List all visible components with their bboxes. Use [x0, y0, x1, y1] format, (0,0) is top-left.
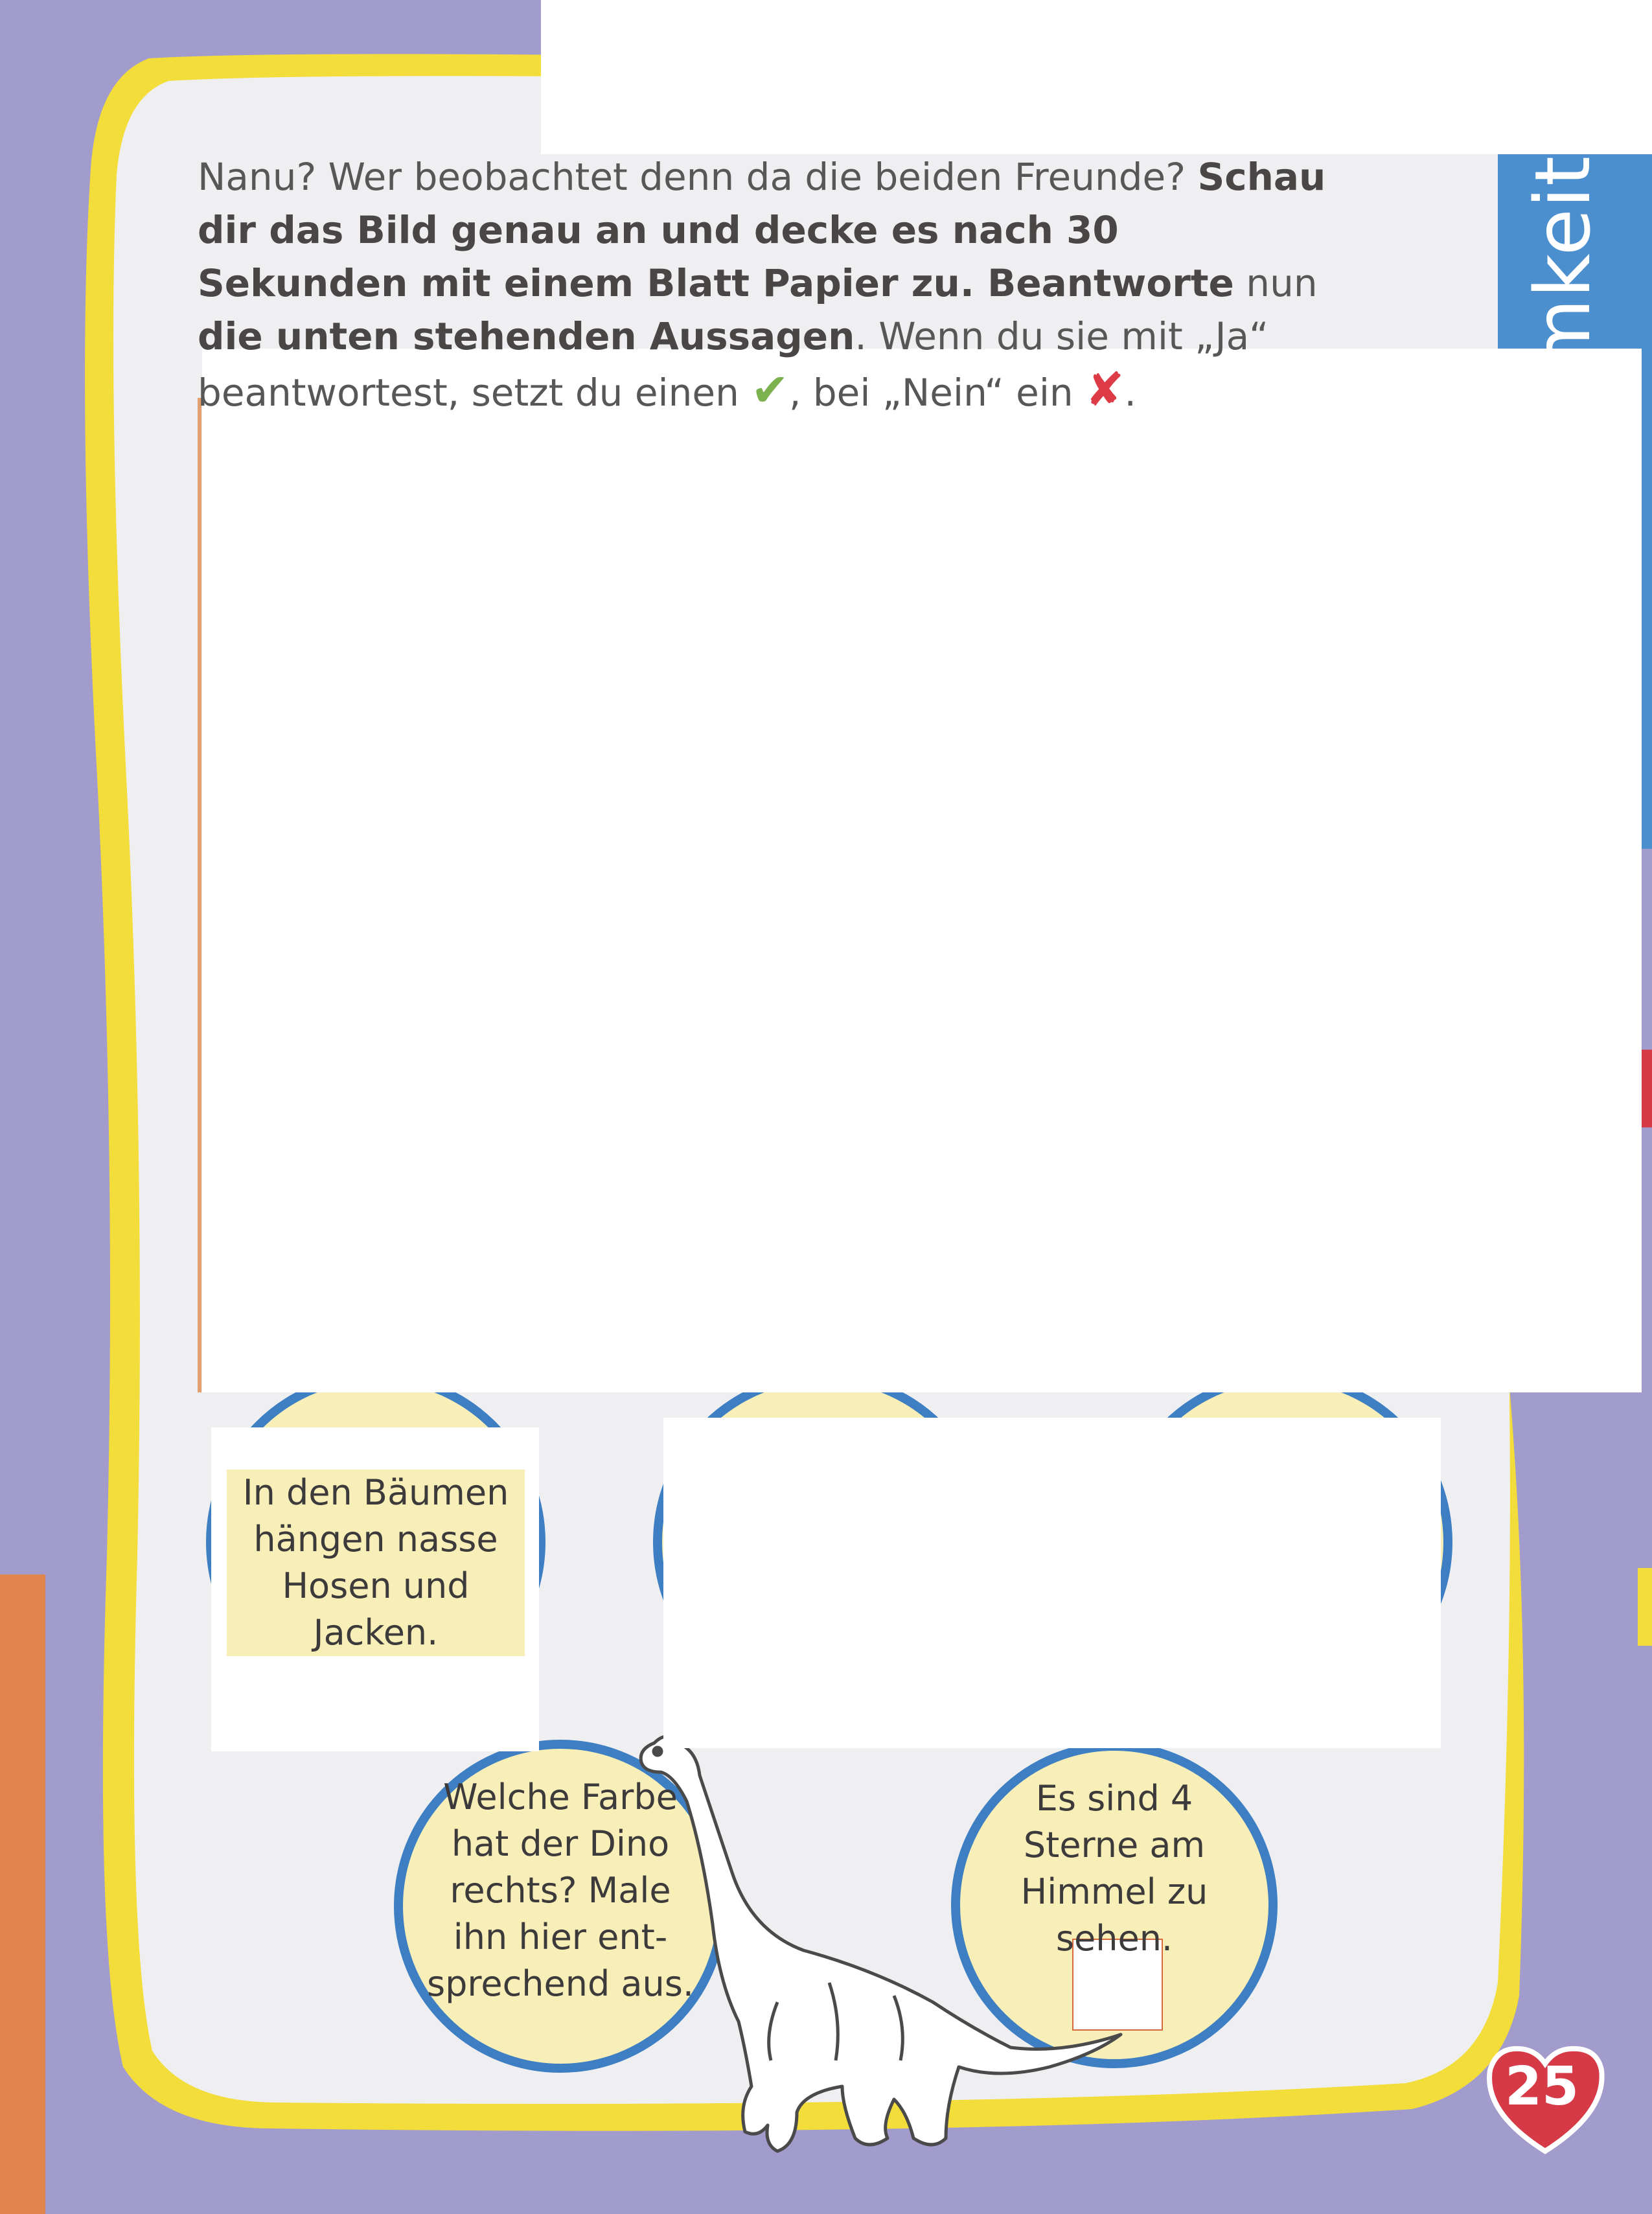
instructions-end: .: [1124, 371, 1136, 415]
side-tab: [1491, 97, 1634, 849]
statement-dino-color: [418, 1774, 703, 2007]
statement-stars: [978, 1775, 1250, 1962]
mask-bubbles-center: [663, 1418, 1441, 1748]
statement-trees: [227, 1470, 525, 1656]
instructions-intro: Nanu? Wer beobachtet denn da die beiden Freunde?: [198, 155, 1198, 199]
side-tab-label: Aufmerksamkeit: [1518, 156, 1608, 790]
statement-dino-color-text: Welche Farbe hat der Dino rechts? Male ihn hier ent-sprechend aus.: [426, 1777, 694, 2004]
instructions-text: [198, 150, 1338, 419]
cross-icon: ✘: [1085, 362, 1125, 417]
picture-left-edge: [198, 398, 201, 1392]
statement-stars-text: Es sind 4 Sterne am Himmel zu sehen.: [1020, 1778, 1208, 1959]
mask-picture: [202, 349, 1642, 1392]
instructions-no-rule: , bei „Nein“ ein: [788, 371, 1086, 415]
instructions-connector: nun: [1233, 261, 1318, 305]
instructions-bold-statements: die unten stehenden Aussagen: [198, 314, 855, 358]
edge-yellow-mark: [1638, 1568, 1652, 1646]
orange-edge: [0, 1574, 45, 2214]
instructions-yes-rule: . Wenn du sie mit „Ja“ beantwortest, setzt du einen: [198, 314, 1269, 415]
instructions-bold-task: Schau dir das Bild genau an und decke es nach 30 Sekunden mit einem Blatt Papier zu. Beantworte: [198, 155, 1326, 305]
statement-trees-text: In den Bäumen hängen nasse Hosen und Jacken.: [242, 1472, 509, 1653]
page-number: 25: [1504, 2055, 1579, 2117]
mask-top-right: [1341, 0, 1497, 97]
checkmark-icon: ✔: [751, 363, 789, 417]
